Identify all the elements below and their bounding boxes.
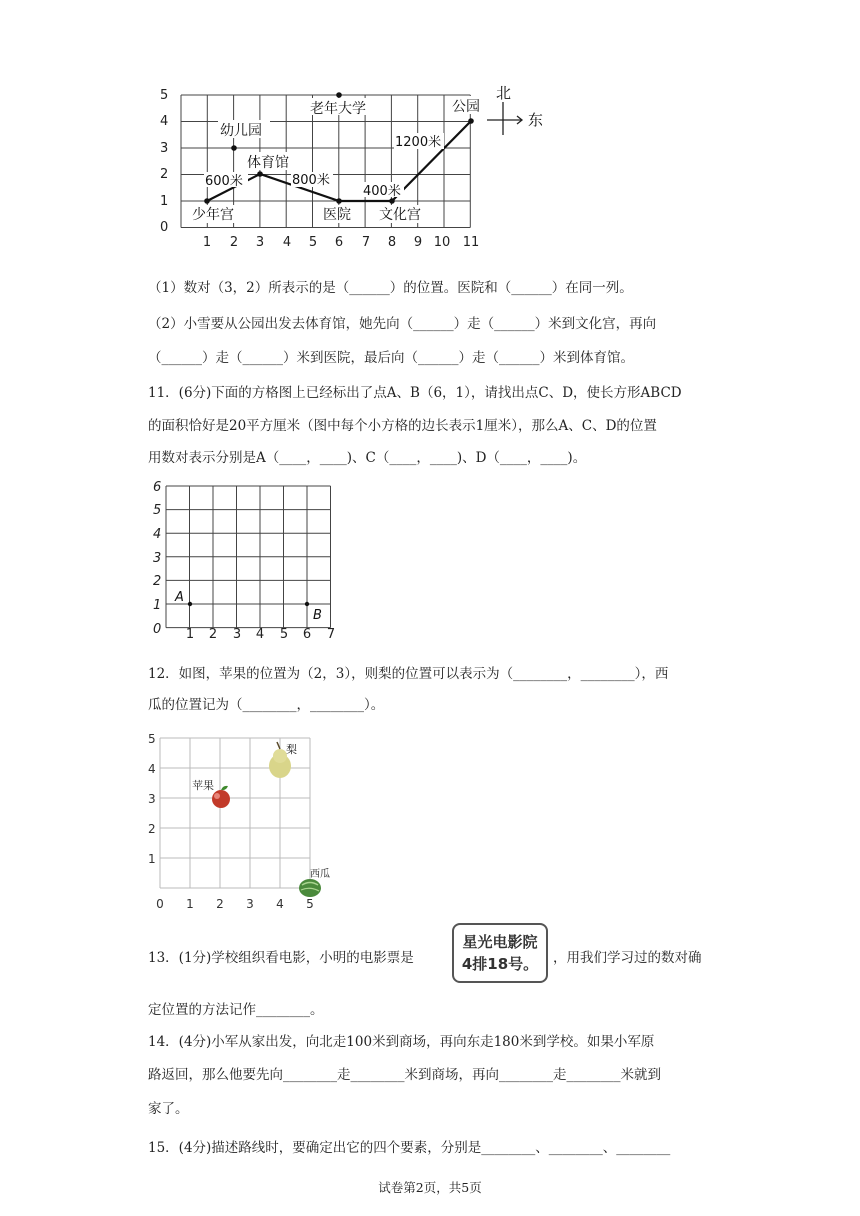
label-pear: 梨 <box>286 743 297 756</box>
grid3-ytick: 3 <box>148 792 156 806</box>
grid2-ytick: 0 <box>153 622 162 637</box>
point-culture-palace <box>389 198 395 204</box>
map1-xtick: 7 <box>361 235 371 250</box>
compass-icon <box>487 102 522 135</box>
map1-xtick: 6 <box>334 235 344 250</box>
q11-line1: 11．(6分)下面的方格图上已经标出了点A、B（6，1），请找出点C、D，使长方形ABCD <box>148 385 682 401</box>
q14-line3: 家了。 <box>148 1101 189 1117</box>
map1-xtick: 8 <box>387 235 397 250</box>
grid2-ytick: 1 <box>153 598 162 613</box>
label-distance-1200: 1200米 <box>395 135 442 150</box>
q14-line2: 路返回，那么他要先向________走________米到商场，再向________走________米就到 <box>148 1067 661 1083</box>
q10-part2-line1: （2）小雪要从公园出发去体育馆，她先向（______）走（______）米到文化宫，再向 <box>148 316 657 332</box>
point-a <box>188 602 192 606</box>
map1-ytick: 1 <box>160 194 169 209</box>
grid3-xtick: 5 <box>306 897 314 911</box>
page-footer: 试卷第2页，共5页 <box>378 1180 482 1195</box>
grid2-ytick: 6 <box>153 480 162 495</box>
point-hospital <box>336 198 342 204</box>
label-watermelon: 西瓜 <box>310 869 330 880</box>
grid2-xtick: 4 <box>255 627 265 640</box>
label-culture-palace: 文化宫 <box>379 207 421 223</box>
grid3-xtick: 4 <box>276 897 284 911</box>
q11-line3: 用数对表示分别是A（____，____)、C（____，____)、D（____，____)。 <box>148 450 587 466</box>
grid2-xtick: 5 <box>279 627 289 640</box>
grid2-xtick: 2 <box>208 627 218 640</box>
map1-xtick: 3 <box>255 235 265 250</box>
q12-line1: 12．如图，苹果的位置为（2，3），则梨的位置可以表示为（________，________），西 <box>148 666 669 682</box>
q12-line2: 瓜的位置记为（________，________）。 <box>148 697 385 713</box>
rectangle-grid <box>145 478 345 640</box>
label-point-b: B <box>313 608 322 623</box>
grid2-xtick: 7 <box>326 627 336 640</box>
point-youth-palace <box>204 198 210 204</box>
movie-ticket <box>452 923 548 983</box>
q14-line1: 14．(4分)小军从家出发，向北走100米到商场，再向东走180米到学校。如果小军原 <box>148 1034 655 1050</box>
grid2-xtick: 6 <box>302 627 312 640</box>
label-apple: 苹果 <box>192 779 214 792</box>
map1-ytick: 0 <box>160 220 169 235</box>
q13-line2: 定位置的方法记作________。 <box>148 1002 324 1018</box>
grid3-xtick: 2 <box>216 897 224 911</box>
grid2-xtick: 3 <box>232 627 242 640</box>
grid2-ytick: 2 <box>153 574 162 589</box>
label-kindergarten: 幼儿园 <box>220 123 262 139</box>
label-park: 公园 <box>452 99 480 115</box>
compass-east-label: 东 <box>528 111 544 129</box>
fruit-grid <box>140 730 340 912</box>
q10-part1: （1）数对（3，2）所表示的是（______）的位置。医院和（______）在同一列。 <box>148 280 633 296</box>
grid2-xtick: 1 <box>185 627 195 640</box>
grid3-xtick: 0 <box>156 897 164 911</box>
q10-part2-line2: （______）走（______）米到医院，最后向（______）走（______）米到体育馆。 <box>148 350 634 366</box>
map1-xtick: 10 <box>433 235 451 250</box>
point-gym <box>257 171 263 177</box>
point-elderly-university <box>336 92 342 98</box>
map1-xtick: 5 <box>308 235 318 250</box>
grid3-ytick: 5 <box>148 732 156 746</box>
grid3-ytick: 1 <box>148 852 156 866</box>
grid3-xtick: 3 <box>246 897 254 911</box>
q15-line1: 15．(4分)描述路线时，要确定出它的四个要素，分别是________、________、________ <box>148 1140 671 1156</box>
label-elderly-university: 老年大学 <box>310 101 366 117</box>
grid2-ytick: 3 <box>153 551 162 566</box>
ticket-seat: 4排18号。 <box>461 955 539 973</box>
grid3-ytick: 4 <box>148 762 156 776</box>
label-distance-600: 600米 <box>205 174 243 189</box>
point-kindergarten <box>231 145 237 151</box>
watermelon-icon <box>299 879 321 897</box>
q11-line2: 的面积恰好是20平方厘米（图中每个小方格的边长表示1厘米），那么A、C、D的位置 <box>148 418 657 434</box>
point-park <box>468 118 474 124</box>
grid2-ytick: 5 <box>153 503 162 518</box>
map1-xtick: 9 <box>413 235 423 250</box>
grid3-xtick: 1 <box>186 897 194 911</box>
compass-north-label: 北 <box>496 84 512 102</box>
label-gym: 体育馆 <box>247 155 289 171</box>
apple-icon <box>212 786 230 808</box>
label-distance-800: 800米 <box>292 173 330 188</box>
point-b <box>305 602 309 606</box>
map1-xtick: 2 <box>229 235 239 250</box>
label-distance-400: 400米 <box>363 184 401 199</box>
map1-xtick: 1 <box>202 235 212 250</box>
grid3-ytick: 2 <box>148 822 156 836</box>
map1-ytick: 2 <box>160 167 169 182</box>
map1-ytick: 5 <box>160 88 169 103</box>
q13-suffix: ，用我们学习过的数对确 <box>553 950 702 966</box>
label-hospital: 医院 <box>323 207 351 223</box>
map1-ytick: 4 <box>160 114 169 129</box>
label-point-a: A <box>175 590 184 605</box>
route-map-grid <box>150 80 560 255</box>
label-youth-palace: 少年宫 <box>192 207 234 223</box>
map1-xtick: 11 <box>462 235 480 250</box>
map1-ytick: 3 <box>160 141 169 156</box>
map1-xtick: 4 <box>282 235 292 250</box>
q13-prefix: 13．(1分)学校组织看电影，小明的电影票是 <box>148 950 414 966</box>
grid2-ytick: 4 <box>153 527 162 542</box>
ticket-cinema-name: 星光电影院 <box>462 933 538 951</box>
